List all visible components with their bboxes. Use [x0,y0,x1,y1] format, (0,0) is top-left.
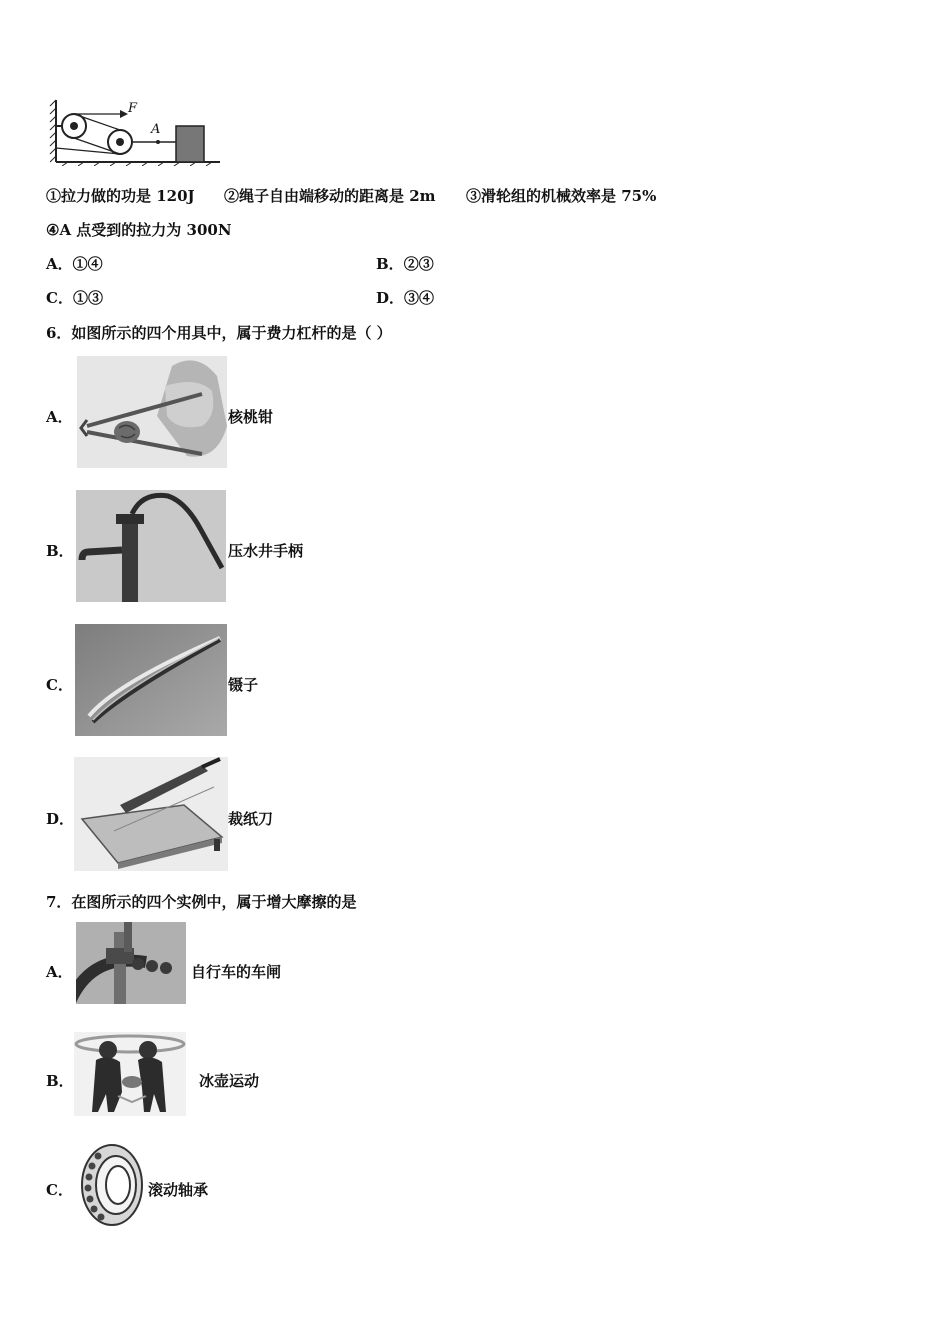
q5-statement-4: ④A 点受到的拉力为 300N [46,221,232,239]
option-text: ③④ [404,289,435,307]
q5-statement-1: ①拉力做的功是 120J [46,187,195,205]
q5-option-a[interactable] [46,254,103,274]
q5-statement-2: ②绳子自由端移动的距离是 2m [224,187,436,205]
option-letter: A． [46,255,73,273]
q6-option-d-letter[interactable]: D． [46,810,75,828]
q6-option-d-caption: 裁纸刀 [228,810,274,828]
q5-statement-3: ③滑轮组的机械效率是 75% [466,187,657,205]
option-letter: B． [376,255,404,273]
q7-option-c-caption: 滚动轴承 [148,1181,209,1199]
walnut-cracker-photo [77,356,227,468]
water-pump-photo [76,490,226,602]
q6-option-a-letter[interactable]: A． [46,408,73,426]
q6-option-b-caption: 压水井手柄 [228,542,304,560]
q6-option-c-letter[interactable]: C． [46,676,73,694]
q6-stem: 6．如图所示的四个用具中，属于费力杠杆的是（ ） [46,324,392,342]
point-label: A [151,122,161,137]
q5-option-c[interactable] [46,288,103,308]
option-text: ①④ [72,255,103,273]
bicycle-brake-photo [76,922,186,1004]
q7-option-a-letter[interactable]: A． [46,963,73,981]
option-text: ①③ [72,289,103,307]
paper-cutter-photo [74,757,228,871]
option-letter: C． [46,289,73,307]
pulley-diagram [48,98,223,166]
q7-option-b-letter[interactable]: B． [46,1072,74,1090]
q7-option-a-caption: 自行车的车闸 [191,963,282,981]
force-label: F [128,101,138,116]
curling-photo [74,1032,186,1116]
q5-option-d[interactable] [376,288,434,308]
option-letter: D． [376,289,405,307]
q6-option-c-caption: 镊子 [228,676,259,694]
q7-option-c-letter[interactable]: C． [46,1181,73,1199]
q6-option-a-caption: 核桃钳 [228,408,274,426]
rolling-bearing-photo [76,1142,146,1228]
q6-option-b-letter[interactable]: B． [46,542,74,560]
option-text: ②③ [403,255,434,273]
q7-option-b-caption: 冰壶运动 [199,1072,260,1090]
tweezers-photo [75,624,227,736]
q5-option-b[interactable] [376,254,434,274]
q7-stem: 7．在图所示的四个实例中，属于增大摩擦的是 [46,893,357,911]
